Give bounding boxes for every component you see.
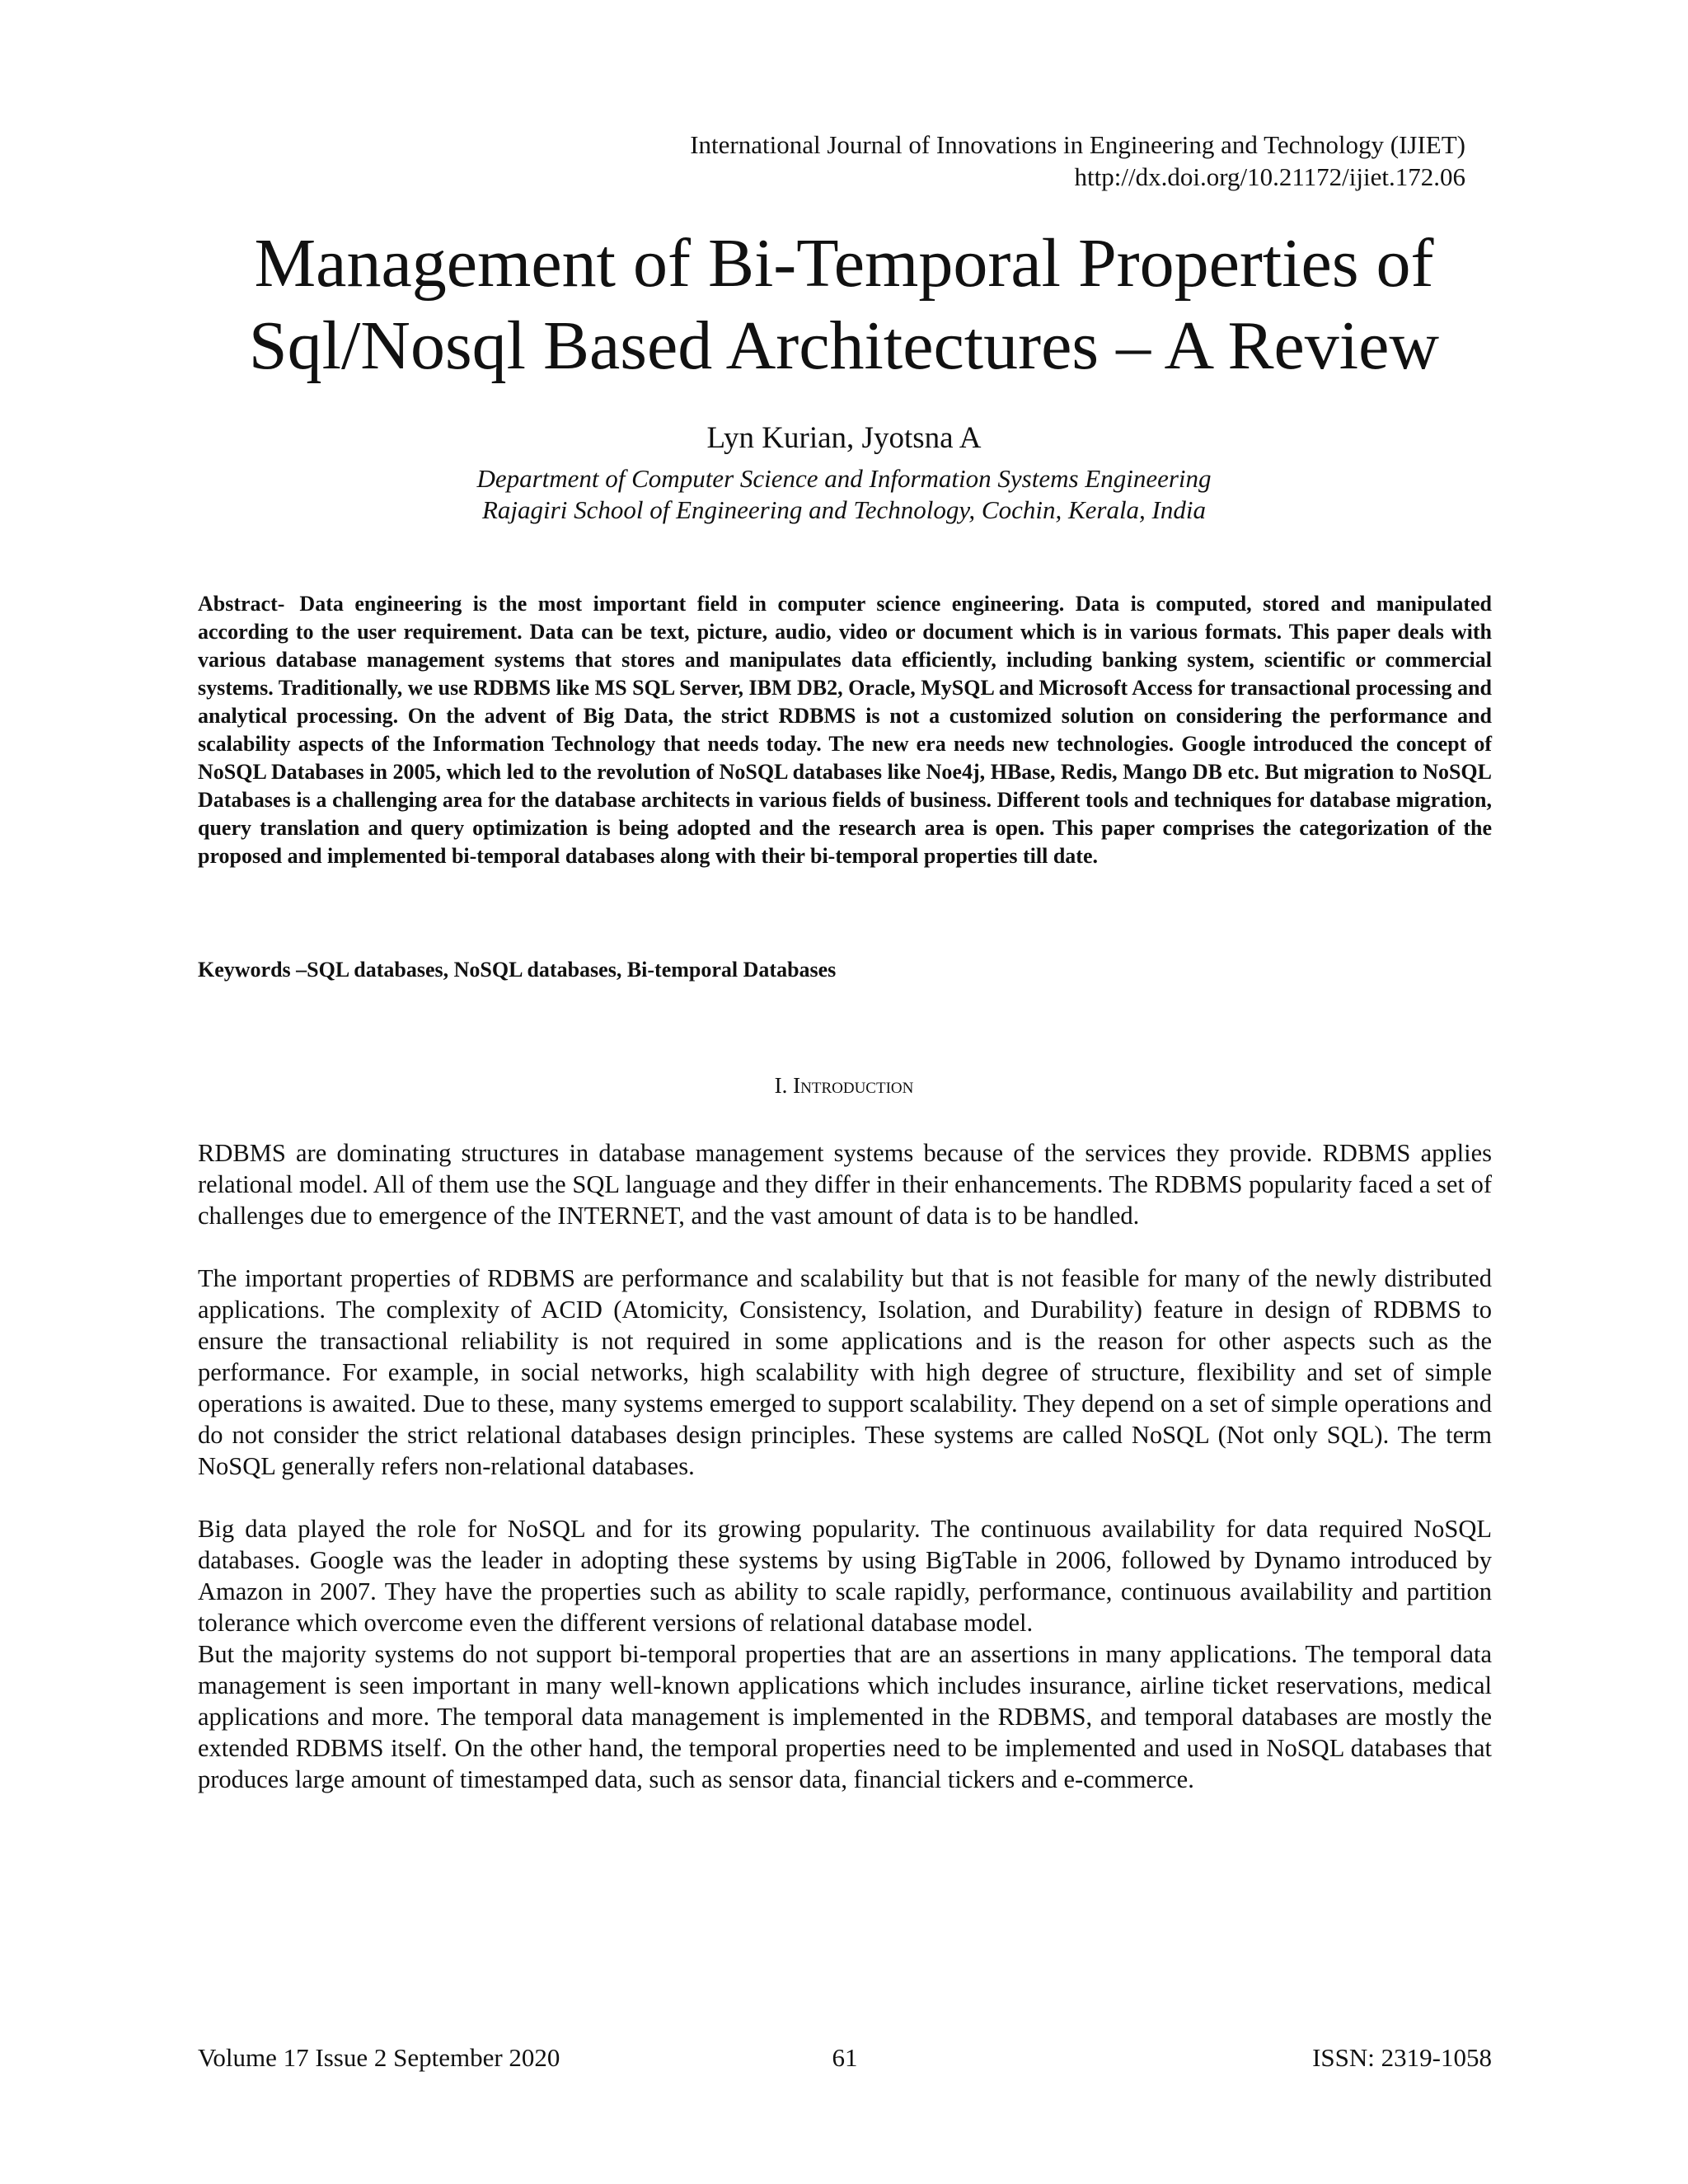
- footer-issn: ISSN: 2319-1058: [1312, 2043, 1492, 2072]
- affiliation-institution: Rajagiri School of Engineering and Technology, Cochin, Kerala, India: [482, 495, 1206, 524]
- affiliation: [0, 463, 1688, 526]
- keywords: Keywords –SQL databases, NoSQL databases, Bi-temporal Databases: [198, 958, 837, 982]
- abstract-text: Data engineering is the most important field in computer science engineering. Data is computed, stored and manipulated according to the user requirement. Data can be text, picture, audio, video or document which is in various formats. This paper deals with various database management systems that stores and manipulates data efficiently, including banking system, scientific or commercial systems. Traditionally, we use RDBMS like MS SQL Server, IBM DB2, Oracle, MySQL and Microsoft Access for transactional processing and analytical processing. On the advent of Big Data, the strict RDBMS is not a customized solution on considering the performance and scalability aspects of the Information Technology that needs today. The new era needs new technologies. Google introduced the concept of NoSQL Databases in 2005, which led to the revolution of NoSQL databases like Noe4j, HBase, Redis, Mango DB etc. But migration to NoSQL Databases is a challenging area for the database architects in various fields of business. Different tools and techniques for database migration, query translation and query optimization is being adopted and the research area is open. This paper comprises the categorization of the proposed and implemented bi-temporal databases along with their bi-temporal properties till date.: [198, 592, 1492, 868]
- abstract-label: Abstract-: [198, 592, 285, 616]
- title-line-2: Sql/Nosql Based Architectures – A Review: [248, 307, 1440, 384]
- paragraph-2: The important properties of RDBMS are performance and scalability but that is not feasible for many of the newly distributed applications. The complexity of ACID (Atomicity, Consistency, Isolation, and Durability) feature in design of RDBMS to ensure the transactional reliability is not required in some applications and is the reason for other aspects such as the performance. For example, in social networks, high scalability with high degree of structure, flexibility and set of simple operations is awaited. Due to these, many systems emerged to support scalability. They depend on a set of simple operations and do not consider the strict relational databases design principles. These systems are called NoSQL (Not only SQL). The term NoSQL generally refers non-relational databases.: [198, 1264, 1492, 1480]
- journal-name: International Journal of Innovations in Engineering and Technology (IJIET): [690, 130, 1465, 159]
- page-footer: [198, 2042, 1492, 2075]
- abstract: [198, 590, 1492, 870]
- title-line-1: Management of Bi-Temporal Properties of: [254, 225, 1434, 302]
- paper-title: [0, 223, 1688, 387]
- doi-link[interactable]: http://dx.doi.org/10.21172/ijiet.172.06: [1074, 162, 1465, 191]
- paragraph-4: But the majority systems do not support bi-temporal properties that are an assertions in many applications. The temporal data management is seen important in many well-known applications which includes insurance, airline ticket reservations, medical applications and more. The temporal data management is implemented in the RDBMS, and temporal databases are mostly the extended RDBMS itself. On the other hand, the temporal properties need to be implemented and used in NoSQL databases that produces large amount of timestamped data, such as sensor data, financial tickers and e-commerce.: [198, 1640, 1492, 1793]
- affiliation-department: Department of Computer Science and Information Systems Engineering: [476, 464, 1212, 493]
- paragraph-1: RDBMS are dominating structures in database management systems because of the services they provide. RDBMS applies relational model. All of them use the SQL language and they differ in their enhancements. The RDBMS popularity faced a set of challenges due to emergence of the INTERNET, and the vast amount of data is to be handled.: [198, 1139, 1492, 1230]
- journal-header: [690, 129, 1465, 193]
- footer-page-number: 61: [832, 2043, 858, 2072]
- authors: Lyn Kurian, Jyotsna A: [706, 421, 982, 455]
- footer-volume: Volume 17 Issue 2 September 2020: [198, 2043, 560, 2072]
- section-heading-introduction: I. Introduction: [774, 1073, 914, 1098]
- paragraph-3: Big data played the role for NoSQL and for its growing popularity. The continuous availability for data required NoSQL databases. Google was the leader in adopting these systems by using BigTable in 2006, followed by Dynamo introduced by Amazon in 2007. They have the properties such as ability to scale rapidly, performance, continuous availability and partition tolerance which overcome even the different versions of relational database model.: [198, 1515, 1492, 1637]
- introduction-body: [198, 1137, 1492, 1795]
